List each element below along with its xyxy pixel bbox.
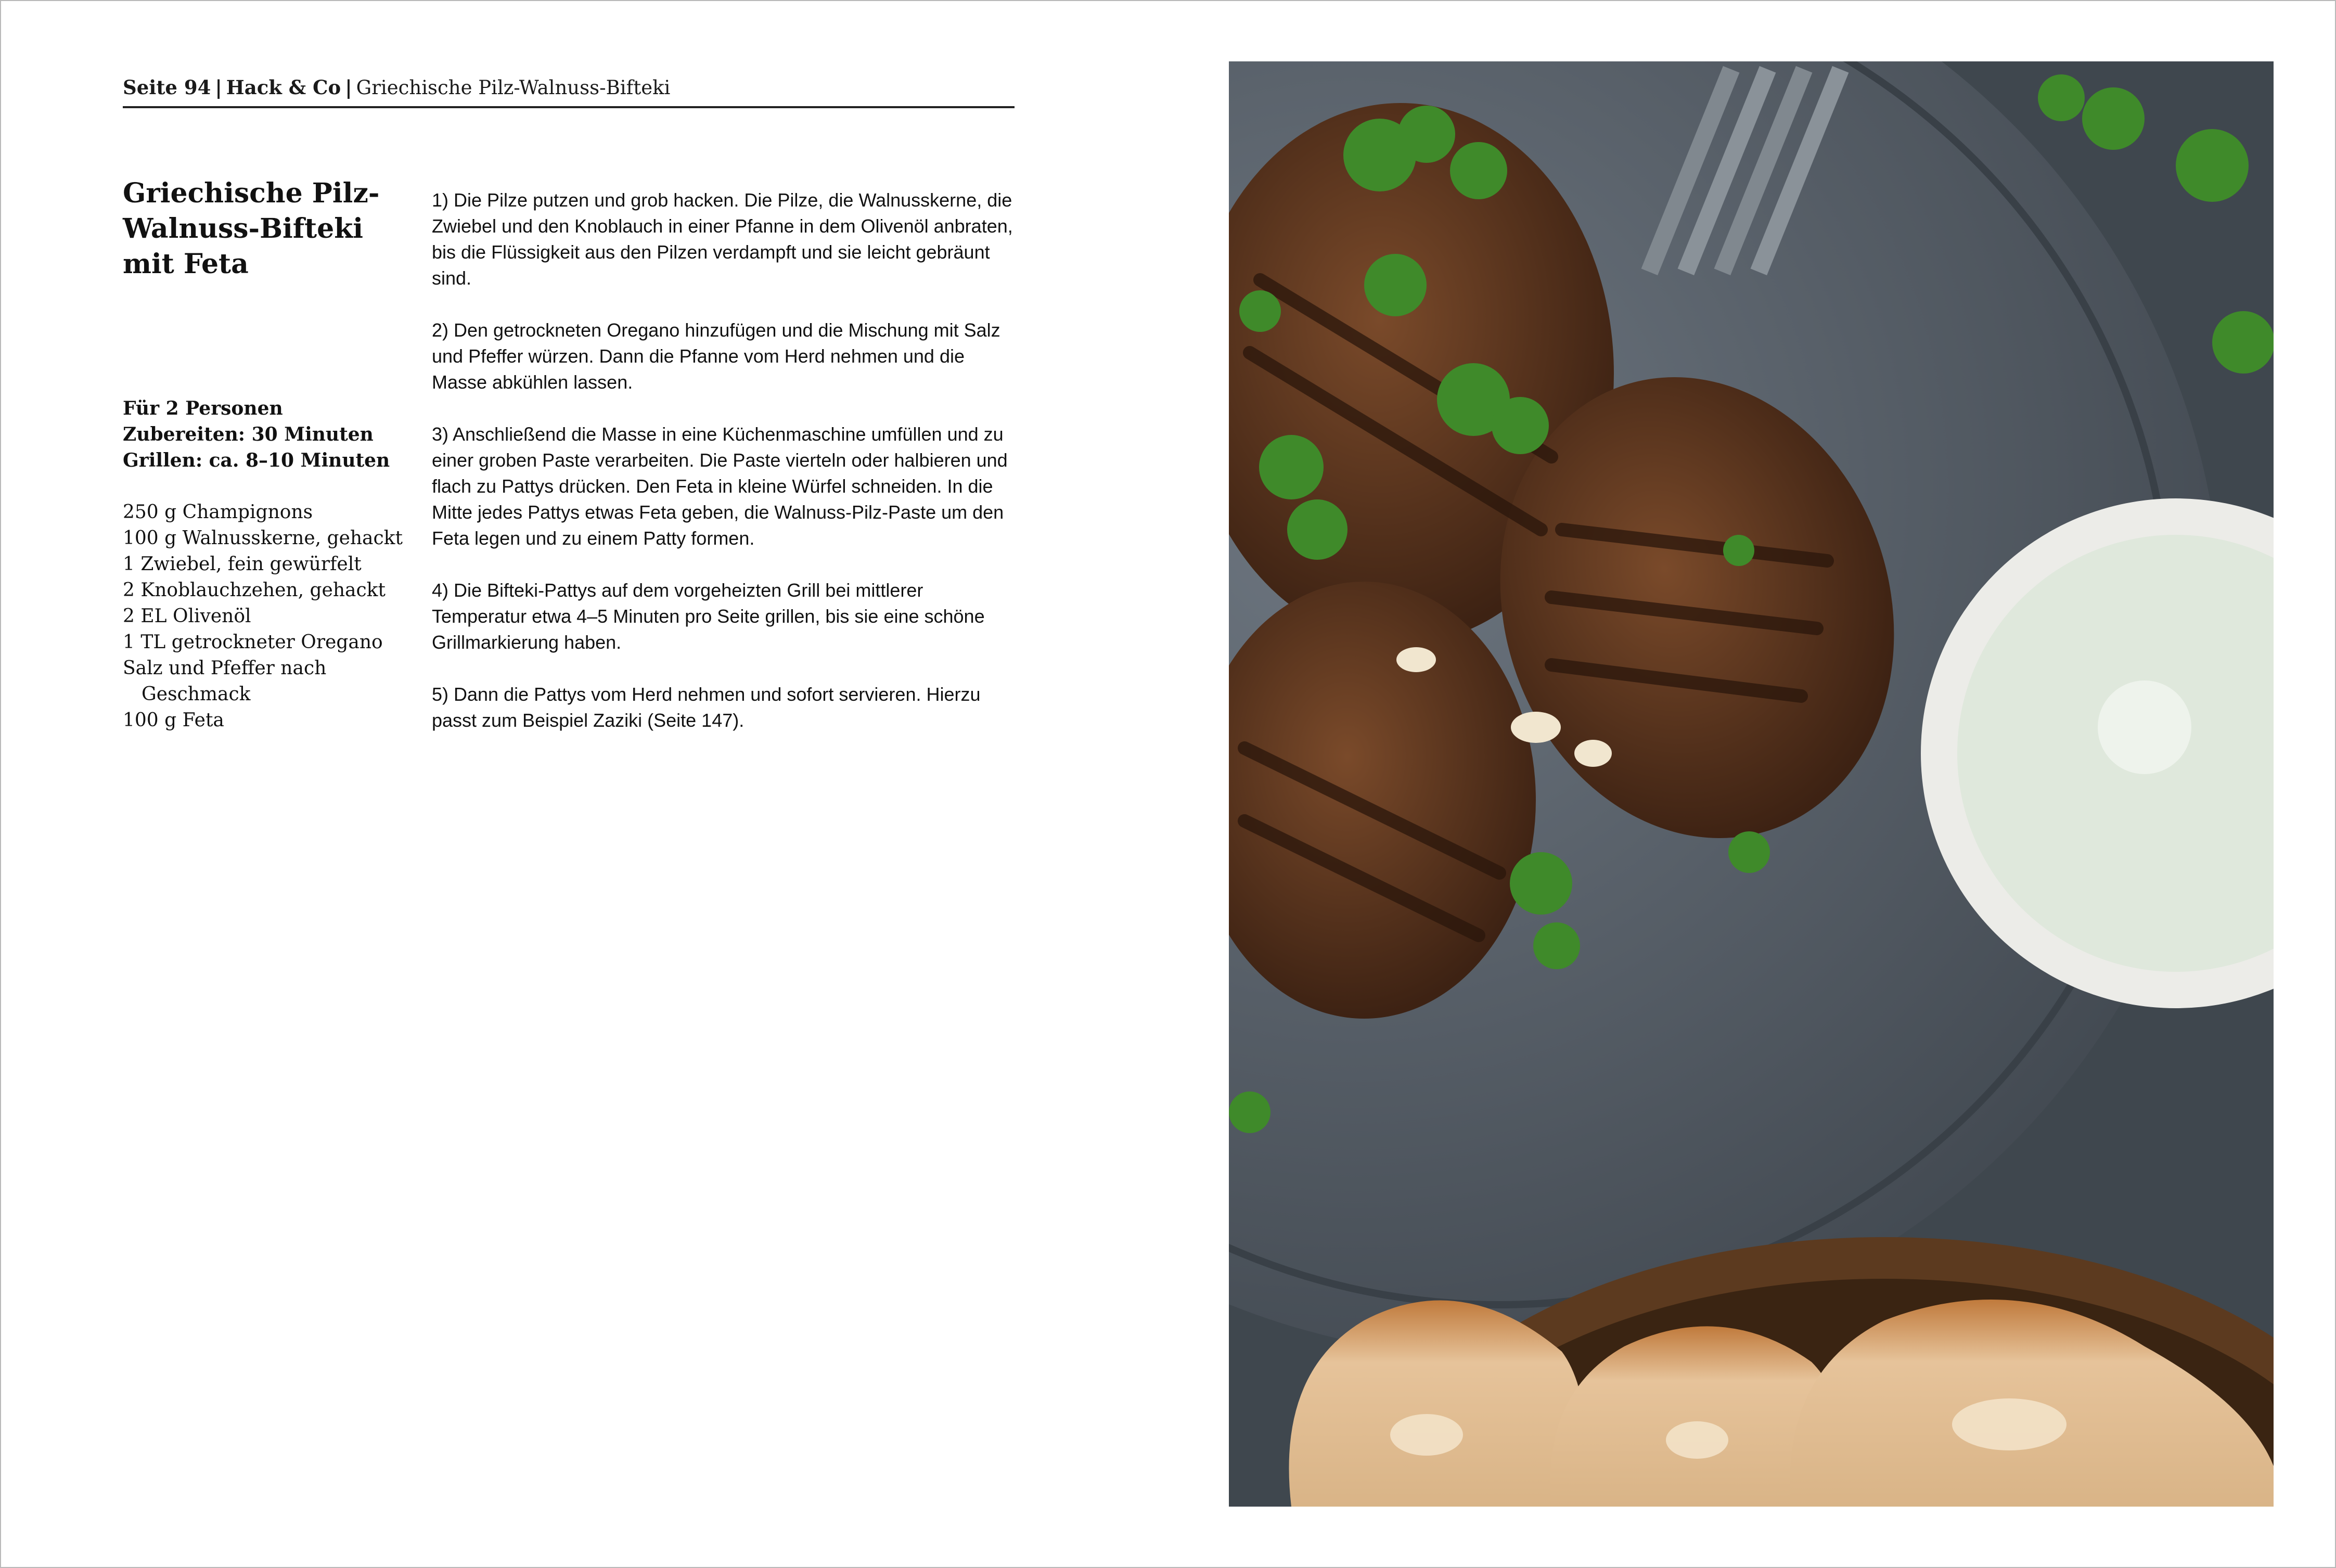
ingredient-item: Salz und Pfeffer nach Geschmack: [123, 658, 327, 705]
servings: Für 2 Personen: [123, 397, 283, 419]
ingredient-item: 100 g Walnusskerne, gehackt: [123, 528, 403, 549]
title-line: mit Feta: [123, 248, 249, 280]
ingredient-item: 2 Knoblauchzehen, gehackt: [123, 580, 386, 601]
page-number: Seite 94: [123, 76, 211, 99]
step: 4) Die Bifteki-Pattys auf dem vorgeheizten Grill bei mittlerer Temperatur etwa 4–5 Minuten pro Seite grillen, bis sie eine schöne Grillmarkierung haben.: [432, 580, 985, 653]
title-line: Griechische Pilz-: [123, 177, 380, 209]
method-steps: [432, 187, 1020, 760]
recipe-reference: Griechische Pilz-Walnuss-Bifteki: [356, 76, 671, 99]
section-name: Hack & Co: [226, 76, 341, 99]
step: 2) Den getrockneten Oregano hinzufügen und die Mischung mit Salz und Pfeffer würzen. Dann die Pfanne vom Herd nehmen und die Masse abkühlen lassen.: [432, 319, 1000, 393]
ingredient-item: 1 Zwiebel, fein gewürfelt: [123, 554, 362, 575]
step: 3) Anschließend die Masse in eine Küchenmaschine umfüllen und zu einer groben Paste verarbeiten. Die Paste vierteln oder halbieren und flach zu Pattys drücken. Den Feta in kleine Würfel schneiden. In die Mitte jedes Pattys etwas Feta geben, die Walnuss-Pilz-Paste um den Feta legen und zu einem Patty formen.: [432, 423, 1008, 549]
prep-time: Zubereiten: 30 Minuten: [123, 423, 374, 445]
ingredient-item: 100 g Feta: [123, 710, 224, 731]
title-line: Walnuss-Bifteki: [123, 213, 364, 245]
grill-time: Grillen: ca. 8–10 Minuten: [123, 449, 390, 471]
running-head: [123, 72, 1015, 108]
header-separator-2: |: [345, 76, 352, 99]
step: 1) Die Pilze putzen und grob hacken. Die Pilze, die Walnusskerne, die Zwiebel und den Knoblauch in einer Pfanne in dem Olivenöl anbraten, bis die Flüssigkeit aus den Pilzen verdampft und sie leicht gebräunt sind.: [432, 189, 1013, 289]
ingredient-item: 250 g Champignons: [123, 502, 313, 523]
header-separator-1: |: [215, 76, 222, 99]
step: 5) Dann die Pattys vom Herd nehmen und sofort servieren. Hierzu passt zum Beispiel Zaziki (Seite 147).: [432, 684, 981, 731]
ingredient-item: 1 TL getrockneter Oregano: [123, 632, 383, 653]
recipe-meta: [123, 395, 414, 473]
food-photo: [1229, 61, 2274, 1507]
ingredient-list: [123, 499, 414, 734]
ingredient-item: 2 EL Olivenöl: [123, 606, 251, 627]
food-photo-illustration: [1229, 61, 2274, 1507]
recipe-title: [123, 176, 414, 282]
